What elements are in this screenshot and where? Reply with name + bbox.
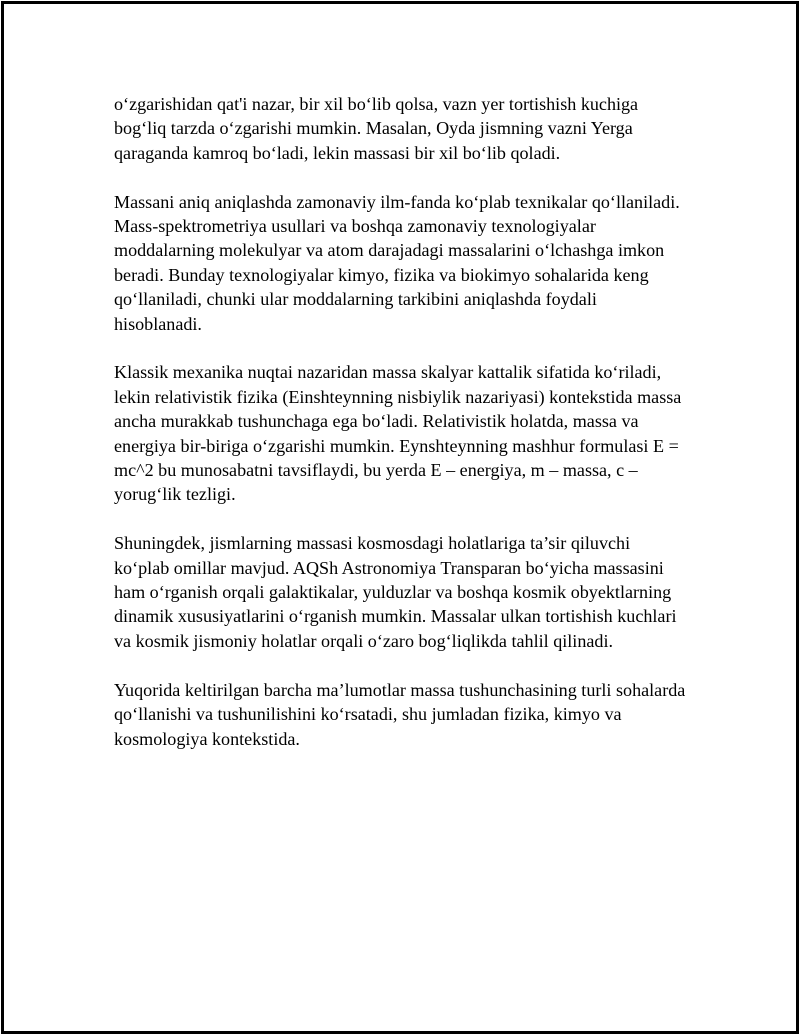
paragraph-2: Massani aniq aniqlashda zamonaviy ilm-fanda ko‘plab texnikalar qo‘llaniladi. Mass-spektrometriya usullari va boshqa zamonaviy texnologiyalar moddalarning molekulyar va atom darajadagi massalarini o‘lchashga imkon beradi. Bunday texnologiyalar kimyo, fizika va biokimyo sohalarida keng qo‘llaniladi, chunki ular moddalarning tarkibini aniqlashda foydali hisoblanadi. xyxy=(114,191,680,334)
paragraph-5: Yuqorida keltirilgan barcha ma’lumotlar massa tushunchasining turli sohalarda qo‘llanishi va tushunilishini ko‘rsatadi, shu jumladan fizika, kimyo va kosmologiya kontekstida. xyxy=(114,679,686,749)
paragraph-3: Klassik mexanika nuqtai nazaridan massa skalyar kattalik sifatida ko‘riladi, lekin relativistik fizika (Einshteynning nisbiylik nazariyasi) kontekstida massa ancha murakkab tushunchaga ega bo‘ladi. Relativistik holatda, massa va energiya bir-biriga o‘zgarishi mumkin. Eynshteynning mashhur formulasi E = mc^2 bu munosabatni tavsiflaydi, bu yerda E – energiya, m – massa, c – yorug‘lik tezligi. xyxy=(114,362,682,505)
paragraph-4: Shuningdek, jismlarning massasi kosmosdagi holatlariga ta’sir qiluvchi ko‘plab omillar mavjud. AQSh Astronomiya Transparan bo‘yicha massasini ham o‘rganish orqali galaktikalar, yulduzlar va boshqa kosmik obyektlarning dinamik xususiyatlarini o‘rganish mumkin. Massalar ulkan tortishish kuchlari va kosmik jismoniy holatlar orqali o‘zaro bog‘liqlikda tahlil qilinadi. xyxy=(114,533,677,651)
document-body xyxy=(114,92,689,775)
paragraph-1: o‘zgarishidan qat'i nazar, bir xil bo‘lib qolsa, vazn yer tortishish kuchiga bog‘liq tarzda o‘zgarishi mumkin. Masalan, Oyda jismning vazni Yerga qaraganda kamroq bo‘ladi, lekin massasi bir xil bo‘lib qoladi. xyxy=(114,94,639,163)
